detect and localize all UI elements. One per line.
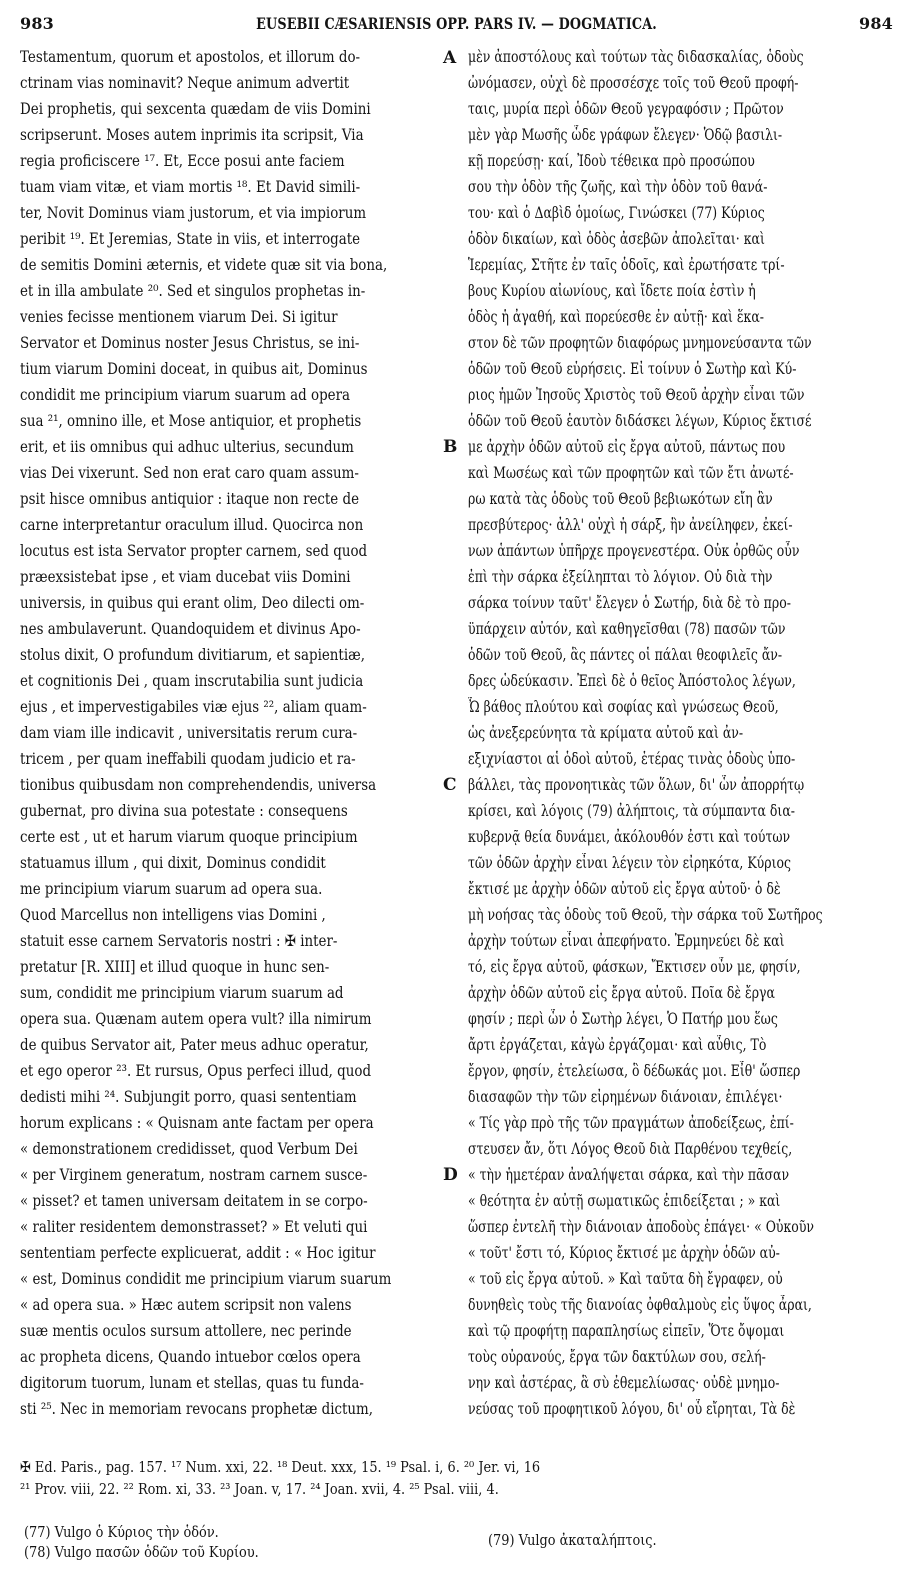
- latin-text-line: de quibus Servator ait, Pater meus adhuc operatur,: [20, 1036, 369, 1054]
- latin-text-line: ac propheta dicens, Quando intuebor cœlos opera: [20, 1348, 361, 1366]
- greek-text-line: με ἀρχὴν ὁδῶν αὐτοῦ εἰς ἔργα αὐτοῦ, πάντως που: [468, 438, 786, 456]
- greek-text-line: ἀρχὴν ὁδῶν αὐτοῦ εἰς ἔργα αὐτοῦ. Ποῖα δὲ ἔργα: [468, 984, 775, 1002]
- greek-text-line: ὁδὸς ἡ ἀγαθή, καὶ πορεύεσθε ἐν αὐτῇ· καὶ ἕκα-: [468, 308, 764, 326]
- variant-note: (78) Vulgo πασῶν ὁδῶν τοῦ Κυρίου.: [24, 1543, 259, 1561]
- greek-text-line: ἔκτισέ με ἀρχὴν ὁδῶν αὐτοῦ εἰς ἔργα αὐτοῦ· ὁ δὲ: [468, 880, 781, 898]
- latin-text-line: suæ mentis oculos sursum attollere, nec perinde: [20, 1322, 352, 1340]
- greek-text-line: εξιχνίαστοι αἱ ὁδοὶ αὐτοῦ, ἑτέρας τινὰς ὁδοὺς ὑπο-: [468, 750, 796, 768]
- running-title: EUSEBII CÆSARIENSIS OPP. PARS IV. — DOGMATICA.: [256, 14, 657, 33]
- greek-text-line: ὁδῶν τοῦ Θεοῦ ἑαυτὸν διδάσκει λέγων, Κύριος ἔκτισέ: [468, 412, 812, 430]
- greek-text-line: Ἱερεμίας, Στῆτε ἐν ταῖς ὁδοῖς, καὶ ἐρωτήσατε τρί-: [468, 256, 785, 274]
- latin-text-line: « pisset? et tamen universam deitatem in se corpo-: [20, 1192, 368, 1210]
- greek-text-line: καὶ τῷ προφήτῃ παραπλησίως εἰπεῖν, Ὅτε ὄψομαι: [468, 1322, 785, 1340]
- latin-text-line: certe est , ut et harum viarum quoque principium: [20, 828, 358, 846]
- greek-text-line: βους Κυρίου αἰωνίους, καὶ ἴδετε ποία ἐστὶν ἡ: [468, 282, 756, 300]
- greek-text-line: διασαφῶν τὴν τῶν εἰρημένων διάνοιαν, ἐπιλέγει·: [468, 1088, 783, 1106]
- latin-text-line: psit hisce omnibus antiquior : itaque non recte de: [20, 490, 360, 508]
- greek-text-line: τῶν ὁδῶν ἀρχὴν εἶναι λέγειν τὸν εἰρηκότα, Κύριος: [468, 854, 791, 872]
- running-head: [20, 14, 893, 42]
- greek-text-line: μὲν γὰρ Μωσῆς ὧδε γράφων ἔλεγεν· Ὁδῷ βασιλι-: [468, 126, 783, 144]
- greek-text-line: Ὦ βάθος πλούτου καὶ σοφίας καὶ γνώσεως Θεοῦ,: [468, 698, 779, 716]
- latin-text-line: « est, Dominus condidit me principium viarum suarum: [20, 1270, 392, 1288]
- greek-text-line: σου τὴν ὁδὸν τῆς ζωῆς, καὶ τὴν ὁδὸν τοῦ θανά-: [468, 178, 768, 196]
- greek-text-line: ἔργον, φησίν, ἐτελείωσα, ὃ δέδωκάς μοι. Εἶθ' ὥσπερ: [468, 1062, 801, 1080]
- greek-text-line: ριος ἡμῶν Ἰησοῦς Χριστὸς τοῦ Θεοῦ ἀρχὴν εἶναι τῶν: [468, 386, 805, 404]
- footnote-line: ²¹ Prov. viii, 22. ²² Rom. xi, 33. ²³ Joan. v, 17. ²⁴ Joan. xvii, 4. ²⁵ Psal. viii, 4.: [20, 1480, 499, 1498]
- latin-text-line: « raliter residentem demonstrasset? » Et veluti qui: [20, 1218, 368, 1236]
- greek-text-line: στευσεν ἄν, ὅτι Λόγος Θεοῦ διὰ Παρθένου τεχθείς,: [468, 1140, 793, 1158]
- greek-text-line: « Τίς γὰρ πρὸ τῆς τῶν πραγμάτων ἀποδείξεως, ἐπί-: [468, 1114, 794, 1132]
- greek-text-line: « θεότητα ἐν αὐτῇ σωματικῶς ἐπιδείξεται ; » καὶ: [468, 1192, 781, 1210]
- greek-text-line: βάλλει, τὰς προνοητικὰς τῶν ὅλων, δι' ὧν ἀπορρήτῳ: [468, 776, 805, 794]
- latin-text-line: Servator et Dominus noster Jesus Christus, se ini-: [20, 334, 360, 352]
- greek-text-line: ὁδὸν δικαίων, καὶ ὁδὸς ἀσεβῶν ἀπολεῖται· καὶ: [468, 230, 765, 248]
- latin-text-line: tricem , per quam ineffabili quodam judicio et ra-: [20, 750, 356, 768]
- latin-text-line: peribit ¹⁹. Et Jeremias, State in viis, et interrogate: [20, 230, 361, 248]
- latin-text-line: statuit esse carnem Servatoris nostri : ✠ inter-: [20, 932, 338, 950]
- greek-text-line: ἐπὶ τὴν σάρκα ἐξείληπται τὸ λόγιον. Οὐ διὰ τὴν: [468, 568, 773, 586]
- latin-text-line: Testamentum, quorum et apostolos, et illorum do-: [20, 48, 361, 66]
- greek-text-line: καὶ Μωσέως καὶ τῶν προφητῶν καὶ τῶν ἔτι ἀνωτέ-: [468, 464, 794, 482]
- latin-text-line: sua ²¹, omnino ille, et Mose antiquior, et prophetis: [20, 412, 362, 430]
- latin-text-line: dam viam ille indicavit , universitatis rerum cura-: [20, 724, 358, 742]
- latin-text-line: ejus , et impervestigabiles viæ ejus ²², aliam quam-: [20, 698, 367, 716]
- greek-text-line: « τοῦ εἰς ἔργα αὐτοῦ. » Καὶ ταῦτα δὴ ἔγραφεν, οὐ: [468, 1270, 783, 1288]
- footnote-line: ✠ Ed. Paris., pag. 157. ¹⁷ Num. xxi, 22. ¹⁸ Deut. xxx, 15. ¹⁹ Psal. i, 6. ²⁰ Jer. vi, 16: [20, 1458, 541, 1476]
- latin-text-line: præexsistebat ipse , et viam ducebat viis Domini: [20, 568, 351, 586]
- latin-text-line: ter, Novit Dominus viam justorum, et via impiorum: [20, 204, 367, 222]
- latin-text-line: tionibus quibusdam non comprehendendis, universa: [20, 776, 377, 794]
- latin-text-line: erit, et iis omnibus qui adhuc ulterius, secundum: [20, 438, 354, 456]
- greek-text-line: ὁδῶν τοῦ Θεοῦ εὑρήσεις. Εἰ τοίνυν ὁ Σωτὴρ καὶ Κύ-: [468, 360, 797, 378]
- greek-text-line: ρω κατὰ τὰς ὁδοὺς τοῦ Θεοῦ βεβιωκότων εἴη ἂν: [468, 490, 773, 508]
- latin-text-line: carne interpretantur oraculum illud. Quocirca non: [20, 516, 364, 534]
- latin-text-line: « demonstrationem credidisset, quod Verbum Dei: [20, 1140, 358, 1158]
- section-marker-b: B: [443, 437, 458, 457]
- left-page-number: 983: [20, 14, 54, 33]
- section-marker-d: D: [443, 1165, 458, 1185]
- latin-text-line: sum, condidit me principium viarum suarum ad: [20, 984, 344, 1002]
- latin-text-line: pretatur [R. XIII] et illud quoque in hunc sen-: [20, 958, 330, 976]
- latin-text-line: et cognitionis Dei , quam inscrutabilia sunt judicia: [20, 672, 364, 690]
- latin-text-line: de semitis Domini æternis, et videte quæ sit via bona,: [20, 256, 388, 274]
- greek-text-line: στον δὲ τῶν προφητῶν διαφόρως μνημονεύσαντα τῶν: [468, 334, 812, 352]
- latin-text-line: et in illa ambulate ²⁰. Sed et singulos prophetas in-: [20, 282, 366, 300]
- latin-text-line: regia proficiscere ¹⁷. Et, Ecce posui ante faciem: [20, 152, 345, 170]
- greek-text-line: ἀρχὴν τούτων εἶναι ἀπεφήνατο. Ἑρμηνεύει δὲ καὶ: [468, 932, 785, 950]
- greek-text-line: του· καὶ ὁ Δαβὶδ ὁμοίως, Γινώσκει (77) Κύριος: [468, 204, 765, 222]
- section-marker-a: A: [443, 48, 457, 68]
- greek-text-line: σάρκα τοίνυν ταῦτ' ἔλεγεν ὁ Σωτήρ, διὰ δὲ τὸ προ-: [468, 594, 791, 612]
- latin-text-line: tium viarum Domini doceat, in quibus ait, Dominus: [20, 360, 368, 378]
- greek-text-line: πρεσβύτερος· ἀλλ' οὐχὶ ἡ σάρξ, ἣν ἀνείληφεν, ἐκεί-: [468, 516, 793, 534]
- greek-text-line: κυβερνᾷ θεία δυνάμει, ἀκόλουθόν ἐστι καὶ τούτων: [468, 828, 791, 846]
- latin-text-line: ctrinam vias nominavit? Neque animum advertit: [20, 74, 350, 92]
- variant-note: (79) Vulgo ἀκαταλήπτοις.: [488, 1531, 657, 1549]
- greek-text-line: ταις, μυρία περὶ ὁδῶν Θεοῦ γεγραφόσιν ; Πρῶτον: [468, 100, 784, 118]
- section-marker-c: C: [443, 775, 457, 795]
- latin-text-line: me principium viarum suarum ad opera sua.: [20, 880, 323, 898]
- greek-column: [468, 44, 896, 1422]
- greek-text-line: κῇ πορεύσῃ· καί, Ἰδοὺ τέθεικα πρὸ προσώπου: [468, 152, 755, 170]
- latin-text-line: stolus dixit, O profundum divitiarum, et sapientiæ,: [20, 646, 365, 664]
- greek-text-line: νων ἁπάντων ὑπῆρχε προγενεστέρα. Οὐκ ὀρθῶς οὖν: [468, 542, 800, 560]
- latin-text-line: et ego operor ²³. Et rursus, Opus perfeci illud, quod: [20, 1062, 372, 1080]
- greek-text-line: « τὴν ἡμετέραν ἀναλήψεται σάρκα, καὶ τὴν πᾶσαν: [468, 1166, 790, 1184]
- greek-text-line: « τοῦτ' ἔστι τό, Κύριος ἔκτισέ με ἀρχὴν ὁδῶν αὐ-: [468, 1244, 780, 1262]
- variant-notes-left: [24, 1522, 444, 1562]
- greek-text-line: φησίν ; περὶ ὧν ὁ Σωτὴρ λέγει, Ὁ Πατήρ μου ἕως: [468, 1010, 778, 1028]
- latin-text-line: sti ²⁵. Nec in memoriam revocans prophetæ dictum,: [20, 1400, 374, 1418]
- latin-text-line: « ad opera sua. » Hæc autem scripsit non valens: [20, 1296, 352, 1314]
- greek-text-line: ὡς ἀνεξερεύνητα τὰ κρίματα αὐτοῦ καὶ ἀν-: [468, 724, 744, 742]
- latin-text-line: Quod Marcellus non intelligens vias Domini ,: [20, 906, 326, 924]
- greek-text-line: νεύσας τοῦ προφητικοῦ λόγου, δι' οὗ εἴρηται, Τὰ δὲ: [468, 1400, 796, 1418]
- latin-text-line: scripserunt. Moses autem inprimis ita scripsit, Via: [20, 126, 364, 144]
- latin-text-line: universis, in quibus qui erant olim, Deo dilecti om-: [20, 594, 365, 612]
- latin-text-line: nes ambulaverunt. Quandoquidem et divinus Apo-: [20, 620, 361, 638]
- latin-text-line: locutus est ista Servator propter carnem, sed quod: [20, 542, 368, 560]
- latin-text-line: opera sua. Quænam autem opera vult? illa nimirum: [20, 1010, 372, 1028]
- greek-text-line: ἄρτι ἐργάζεται, κἀγὼ ἐργάζομαι· καὶ αὖθις, Τὸ: [468, 1036, 767, 1054]
- latin-text-line: horum explicans : « Quisnam ante factam per opera: [20, 1114, 374, 1132]
- variant-note: (77) Vulgo ὁ Κύριος τὴν ὁδόν.: [24, 1523, 219, 1541]
- greek-text-line: ὠνόμασεν, οὐχὶ δὲ προσσέσχε τοῖς τοῦ Θεοῦ προφή-: [468, 74, 799, 92]
- latin-text-line: tuam viam vitæ, et viam mortis ¹⁸. Et David simili-: [20, 178, 361, 196]
- latin-text-line: vias Dei vixerunt. Sed non erat caro quam assum-: [20, 464, 359, 482]
- latin-text-line: condidit me principium viarum suarum ad opera: [20, 386, 351, 404]
- greek-text-line: μὴ νοήσας τὰς ὁδοὺς τοῦ Θεοῦ, τὴν σάρκα τοῦ Σωτῆρος: [468, 906, 823, 924]
- latin-text-line: dedisti mihi ²⁴. Subjungit porro, quasi sententiam: [20, 1088, 357, 1106]
- greek-text-line: τοὺς οὐρανούς, ἔργα τῶν δακτύλων σου, σελή-: [468, 1348, 766, 1366]
- greek-text-line: μὲν ἀποστόλους καὶ τούτων τὰς διδασκαλίας, ὁδοὺς: [468, 48, 804, 66]
- greek-text-line: τό, εἰς ἔργα αὐτοῦ, φάσκων, Ἔκτισεν οὖν με, φησίν,: [468, 958, 801, 976]
- greek-text-line: νην καὶ ἀστέρας, ἃ σὺ ἐθεμελίωσας· οὐδὲ μνημο-: [468, 1374, 780, 1392]
- greek-text-line: δυνηθεὶς τοὺς τῆς διανοίας ὀφθαλμοὺς εἰς ὕψος ἆραι,: [468, 1296, 812, 1314]
- latin-text-line: venies fecisse mentionem viarum Dei. Si igitur: [20, 308, 338, 326]
- greek-text-line: ὁδῶν τοῦ Θεοῦ, ἃς πάντες οἱ πάλαι θεοφιλεῖς ἄν-: [468, 646, 783, 664]
- latin-text-line: sententiam perfecte explicuerat, addit : « Hoc igitur: [20, 1244, 376, 1262]
- greek-text-line: ϋπάρχειν αὐτόν, καὶ καθηγεῖσθαι (78) πασῶν τῶν: [468, 620, 786, 638]
- latin-column: [20, 44, 438, 1422]
- variant-notes-right: [488, 1530, 888, 1550]
- footnotes: [20, 1456, 893, 1500]
- latin-text-line: Dei prophetis, qui sexcenta quædam de viis Domini: [20, 100, 371, 118]
- right-page-number: 984: [859, 14, 893, 33]
- latin-text-line: digitorum tuorum, lunam et stellas, quas tu funda-: [20, 1374, 364, 1392]
- latin-text-line: statuamus illum , qui dixit, Dominus condidit: [20, 854, 326, 872]
- latin-text-line: gubernat, pro divina sua potestate : consequens: [20, 802, 348, 820]
- latin-text-line: « per Virginem generatum, nostram carnem susce-: [20, 1166, 368, 1184]
- greek-text-line: ὥσπερ ἐντελῆ τὴν διάνοιαν ἀποδοὺς ἐπάγει· « Οὐκοῦν: [468, 1218, 814, 1236]
- greek-text-line: κρίσει, καὶ λόγοις (79) ἀλήπτοις, τὰ σύμπαντα δια-: [468, 802, 795, 820]
- greek-text-line: δρες ὡδεύκασιν. Ἐπεὶ δὲ ὁ θεῖος Ἀπόστολος λέγων,: [468, 672, 796, 690]
